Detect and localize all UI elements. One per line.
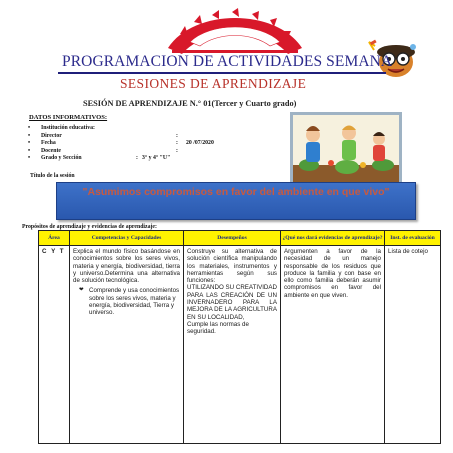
header-desempenos: Desempeños bbox=[184, 231, 281, 246]
datos-label: • Director bbox=[41, 132, 62, 139]
competencia-cell bbox=[70, 246, 184, 444]
title-underline bbox=[58, 72, 386, 74]
header-area: Área bbox=[39, 231, 70, 246]
capacidad-list bbox=[79, 287, 180, 317]
table-row bbox=[39, 246, 441, 444]
datos-row-grado bbox=[28, 155, 258, 163]
desempeno-text: Construye su alternativa de solución científica manipulando los materiales, instrumentos y herramientas según sus funciones: bbox=[187, 248, 277, 285]
datos-colon: : bbox=[176, 147, 178, 154]
session-title-banner bbox=[56, 182, 416, 220]
datos-row-director bbox=[28, 133, 258, 141]
peru-rosette-icon bbox=[160, 4, 310, 56]
sub-title: SESIONES DE APRENDIZAJE bbox=[120, 76, 307, 91]
table-header-row bbox=[39, 231, 441, 246]
family-gardening-illustration bbox=[290, 112, 402, 190]
datos-colon: : bbox=[176, 132, 178, 139]
gardening-family-icon bbox=[293, 115, 399, 187]
session-title: SESIÓN DE APRENDIZAJE N.° 01(Tercer y Cuarto grado) bbox=[83, 99, 297, 108]
datos-value: 20 /07/2020 bbox=[186, 140, 214, 147]
competencia-text: Explica el mundo físico basándose en conocimientos sobre los seres vivos, materia y energía, biodiversidad, tierra y universo.Determina una alternativa de solución tecnológica. bbox=[73, 248, 180, 285]
desempeno-upper-text: UTILIZANDO SU CREATIVIDAD PARA LAS CREACIÓN DE UN INVERNADERO PARA LA MEJORA DE LA AGRICULTURA EN SU LOCALIDAD, bbox=[187, 284, 277, 321]
datos-label: • Docente bbox=[41, 147, 61, 154]
instrumento-cell: Lista de cotejo bbox=[385, 246, 441, 444]
session-title-text: "Asumimos compromisos en favor del ambiente en que vivo" bbox=[82, 186, 390, 198]
desempeno-norms-text: Cumple las normas de seguridad. bbox=[187, 320, 249, 336]
datos-heading: DATOS INFORMATIVOS: bbox=[29, 114, 108, 121]
propositos-label: Propósitos de aprendizaje y evidencias de aprendizaje: bbox=[22, 224, 157, 230]
datos-label: • Fecha bbox=[41, 140, 56, 147]
datos-row-fecha bbox=[28, 140, 258, 148]
desempeno-cell bbox=[184, 246, 281, 444]
area-cell: C Y T bbox=[39, 246, 70, 444]
header-competencias: Competencias y Capacidades bbox=[70, 231, 184, 246]
datos-value: 3° y 4° "U" bbox=[142, 155, 171, 162]
header-instrumento: Inst. de evaluación bbox=[385, 231, 441, 246]
evidencia-cell: Argumenten a favor de la necesidad de un manejo responsable de los residuos que produce la familia y con base en ello como familia deberán asumir compromisos en favor del ambiente en que viven. bbox=[281, 246, 385, 444]
datos-colon: : bbox=[176, 140, 178, 147]
propositos-table bbox=[38, 230, 441, 444]
titulo-label: Título de la sesión bbox=[30, 173, 75, 179]
header-evidencias: ¿Qué nos dará evidencias de aprendizaje? bbox=[281, 231, 385, 246]
heart-bullet-icon: ❤ bbox=[79, 287, 84, 294]
main-title: PROGRAMACION DE ACTIVIDADES SEMANA bbox=[62, 53, 393, 70]
capacidad-text: Comprende y usa conocimientos sobre los seres vivos, materia y energía, biodiversidad, Tierra y universo. bbox=[89, 287, 180, 317]
datos-list bbox=[28, 125, 258, 163]
datos-label: • Institución educativa: bbox=[41, 125, 95, 131]
datos-row-institucion bbox=[28, 125, 258, 133]
datos-label: • Grado y Sección bbox=[41, 155, 82, 162]
datos-colon: : bbox=[136, 155, 138, 162]
capacidad-item bbox=[79, 287, 180, 317]
